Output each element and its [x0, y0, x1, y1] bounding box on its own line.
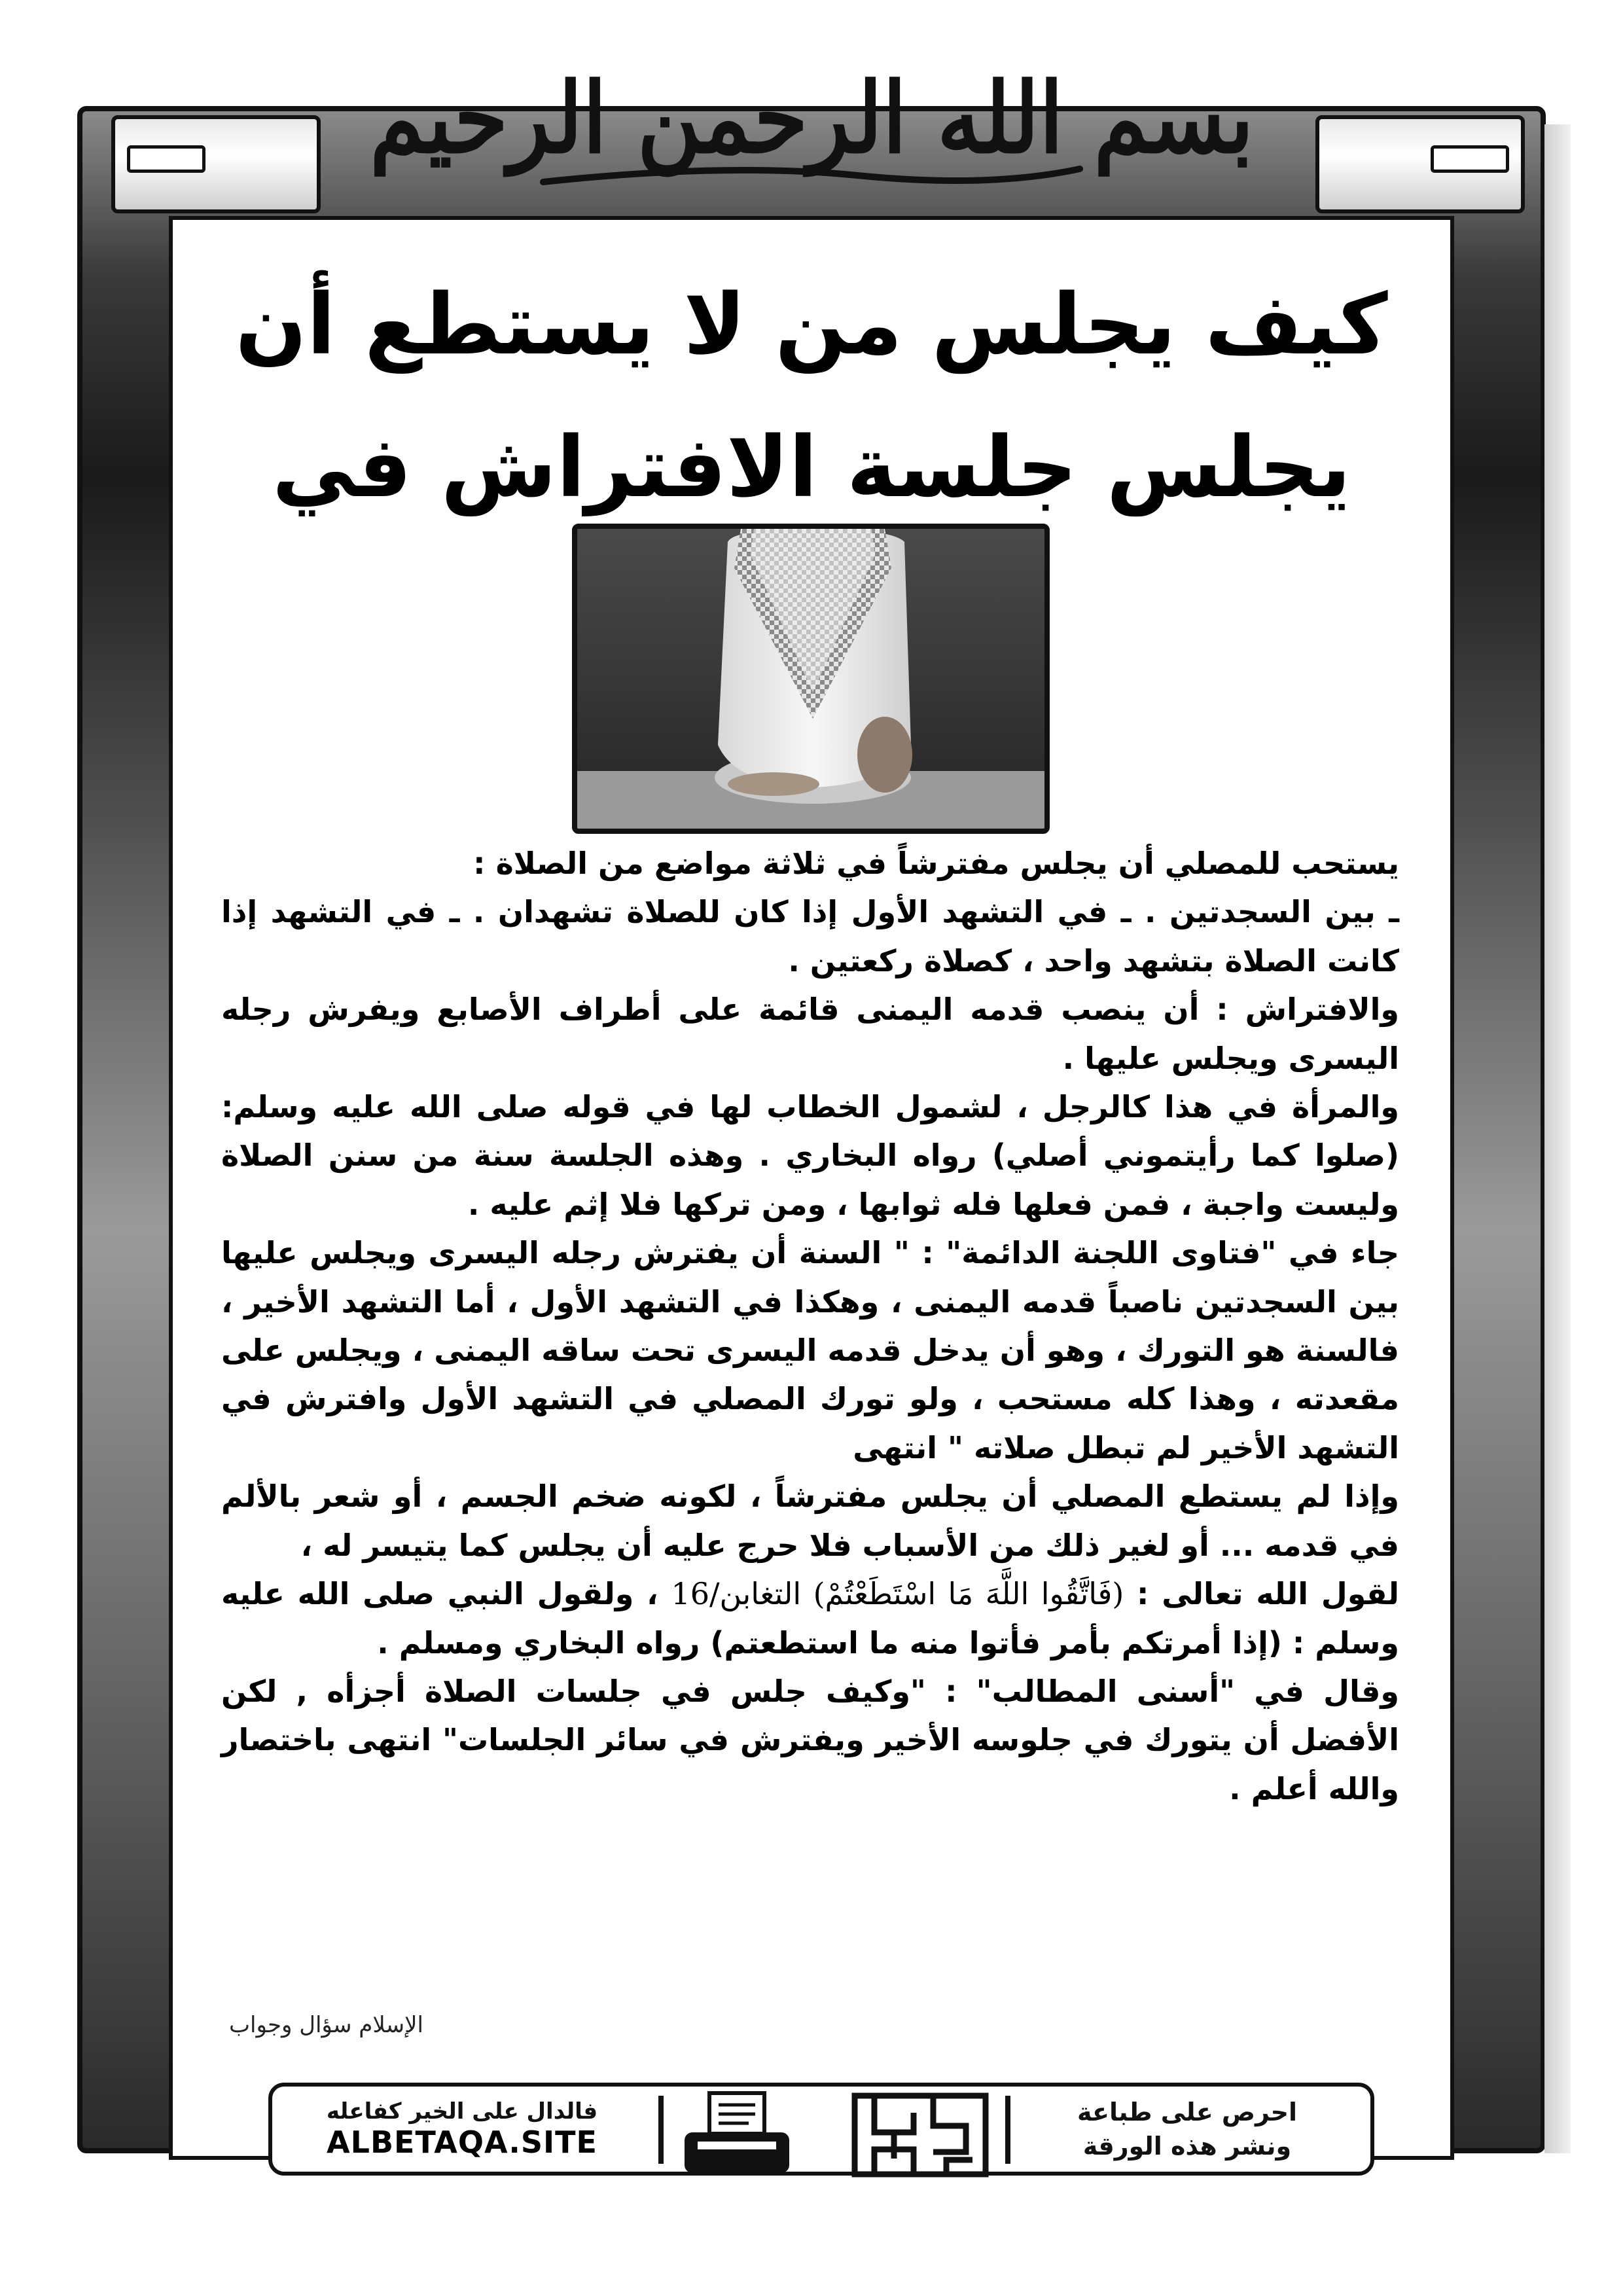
printer-icon: [671, 2087, 802, 2183]
footer-slogan: [272, 2087, 652, 2172]
paragraph-4: والمرأة في هذا كالرجل ، لشمول الخطاب لها في قوله صلى الله عليه وسلم: (صلوا كما رأيتموني أصلي) رواه البخاري . وهذه الجلسة سنة من سنن الصلاة وليست واجبة ، فمن فعلها فله ثوابها ، ومن تركها فلا إثم عليه .: [221, 1089, 1399, 1222]
title-line-1: كيف يجلس من لا يستطع أن: [235, 276, 1388, 374]
kufic-logo: [842, 2087, 999, 2183]
paragraph-7: [221, 1570, 1399, 1667]
website-link[interactable]: ALBETAQA.SITE: [327, 2125, 597, 2160]
basmala-calligraphy: بسم الله الرحمن الرحيم: [369, 61, 1254, 175]
paragraph-7-intro: لقول الله تعالى :: [1124, 1576, 1399, 1612]
footer-call-to-action: [1004, 2087, 1370, 2172]
corner-plaque-right: [1315, 115, 1525, 213]
title-line-2: يجلس جلسة الافتراش في: [272, 419, 1351, 516]
footer-divider-left: [658, 2096, 664, 2164]
article-body: [221, 839, 1399, 1813]
paragraph-5: جاء في "فتاوى اللجنة الدائمة" : " السنة أن يفترش رجله اليسرى ويجلس عليها بين السجدتين ناصباً قدمه اليمنى ، وهكذا في التشهد الأول ، أما التشهد الأخير ، فالسنة هو التورك ، وهو أن يدخل قدمه اليسرى تحت ساقه اليمنى ، ويجلس على مقعدته ، وهذا كله مستحب ، ولو تورك المصلي في التشهد الأول وافترش في التشهد الأخير لم تبطل صلاته " انتهى: [221, 1235, 1399, 1465]
paragraph-8: وقال في "أسنى المطالب" : "وكيف جلس في جلسات الصلاة أجزأه , لكن الأفضل أن يتورك في جلوسه الأخير ويفترش في سائر الجلسات" انتهى باختصار والله أعلم .: [221, 1673, 1399, 1806]
paragraph-2: ـ بين السجدتين . ـ في التشهد الأول إذا كان للصلاة تشهدان . ـ في التشهد إذا كانت الصلاة بتشهد واحد ، كصلاة ركعتين .: [221, 894, 1399, 978]
frame-shadow: [1544, 124, 1571, 2153]
paragraph-1: يستحب للمصلي أن يجلس مفترشاً في ثلاثة مواضع من الصلاة :: [473, 846, 1399, 881]
cta-line-1: احرص على طباعة: [1077, 2098, 1298, 2126]
paragraph-6: وإذا لم يستطع المصلي أن يجلس مفترشاً ، لكونه ضخم الجسم ، أو شعر بالألم في قدمه ... أو لغير ذلك من الأسباب فلا حرج عليه أن يجلس كما يتيسر له ،: [221, 1479, 1399, 1563]
corner-plaque-left: [111, 115, 321, 213]
footer-hadith: فالدال على الخير كفاعله: [326, 2098, 598, 2125]
quran-verse: (فَاتَّقُوا اللَّهَ مَا اسْتَطَعْتُمْ) التغابن/16: [671, 1576, 1124, 1612]
calligraphy-swoosh-icon: [530, 156, 1093, 192]
cta-line-2: ونشر هذه الورقة: [1082, 2132, 1292, 2161]
basmala-plaque: [369, 26, 1254, 209]
paragraph-3: والافتراش : أن ينصب قدمه اليمنى قائمة على أطراف الأصابع ويفرش رجله اليسرى ويجلس عليها .: [221, 992, 1399, 1076]
paragraph-7-hadith: ، ولقول النبي صلى الله عليه وسلم : (إذا أمرتكم بأمر فأتوا منه ما استطعتم) رواه البخاري ومسلم .: [221, 1576, 1399, 1660]
source-credit: الإسلام سؤال وجواب: [229, 2012, 423, 2038]
prayer-sitting-photo: [572, 524, 1050, 834]
footer-bar: [268, 2083, 1374, 2176]
seated-worshipper-image: [577, 529, 1044, 829]
